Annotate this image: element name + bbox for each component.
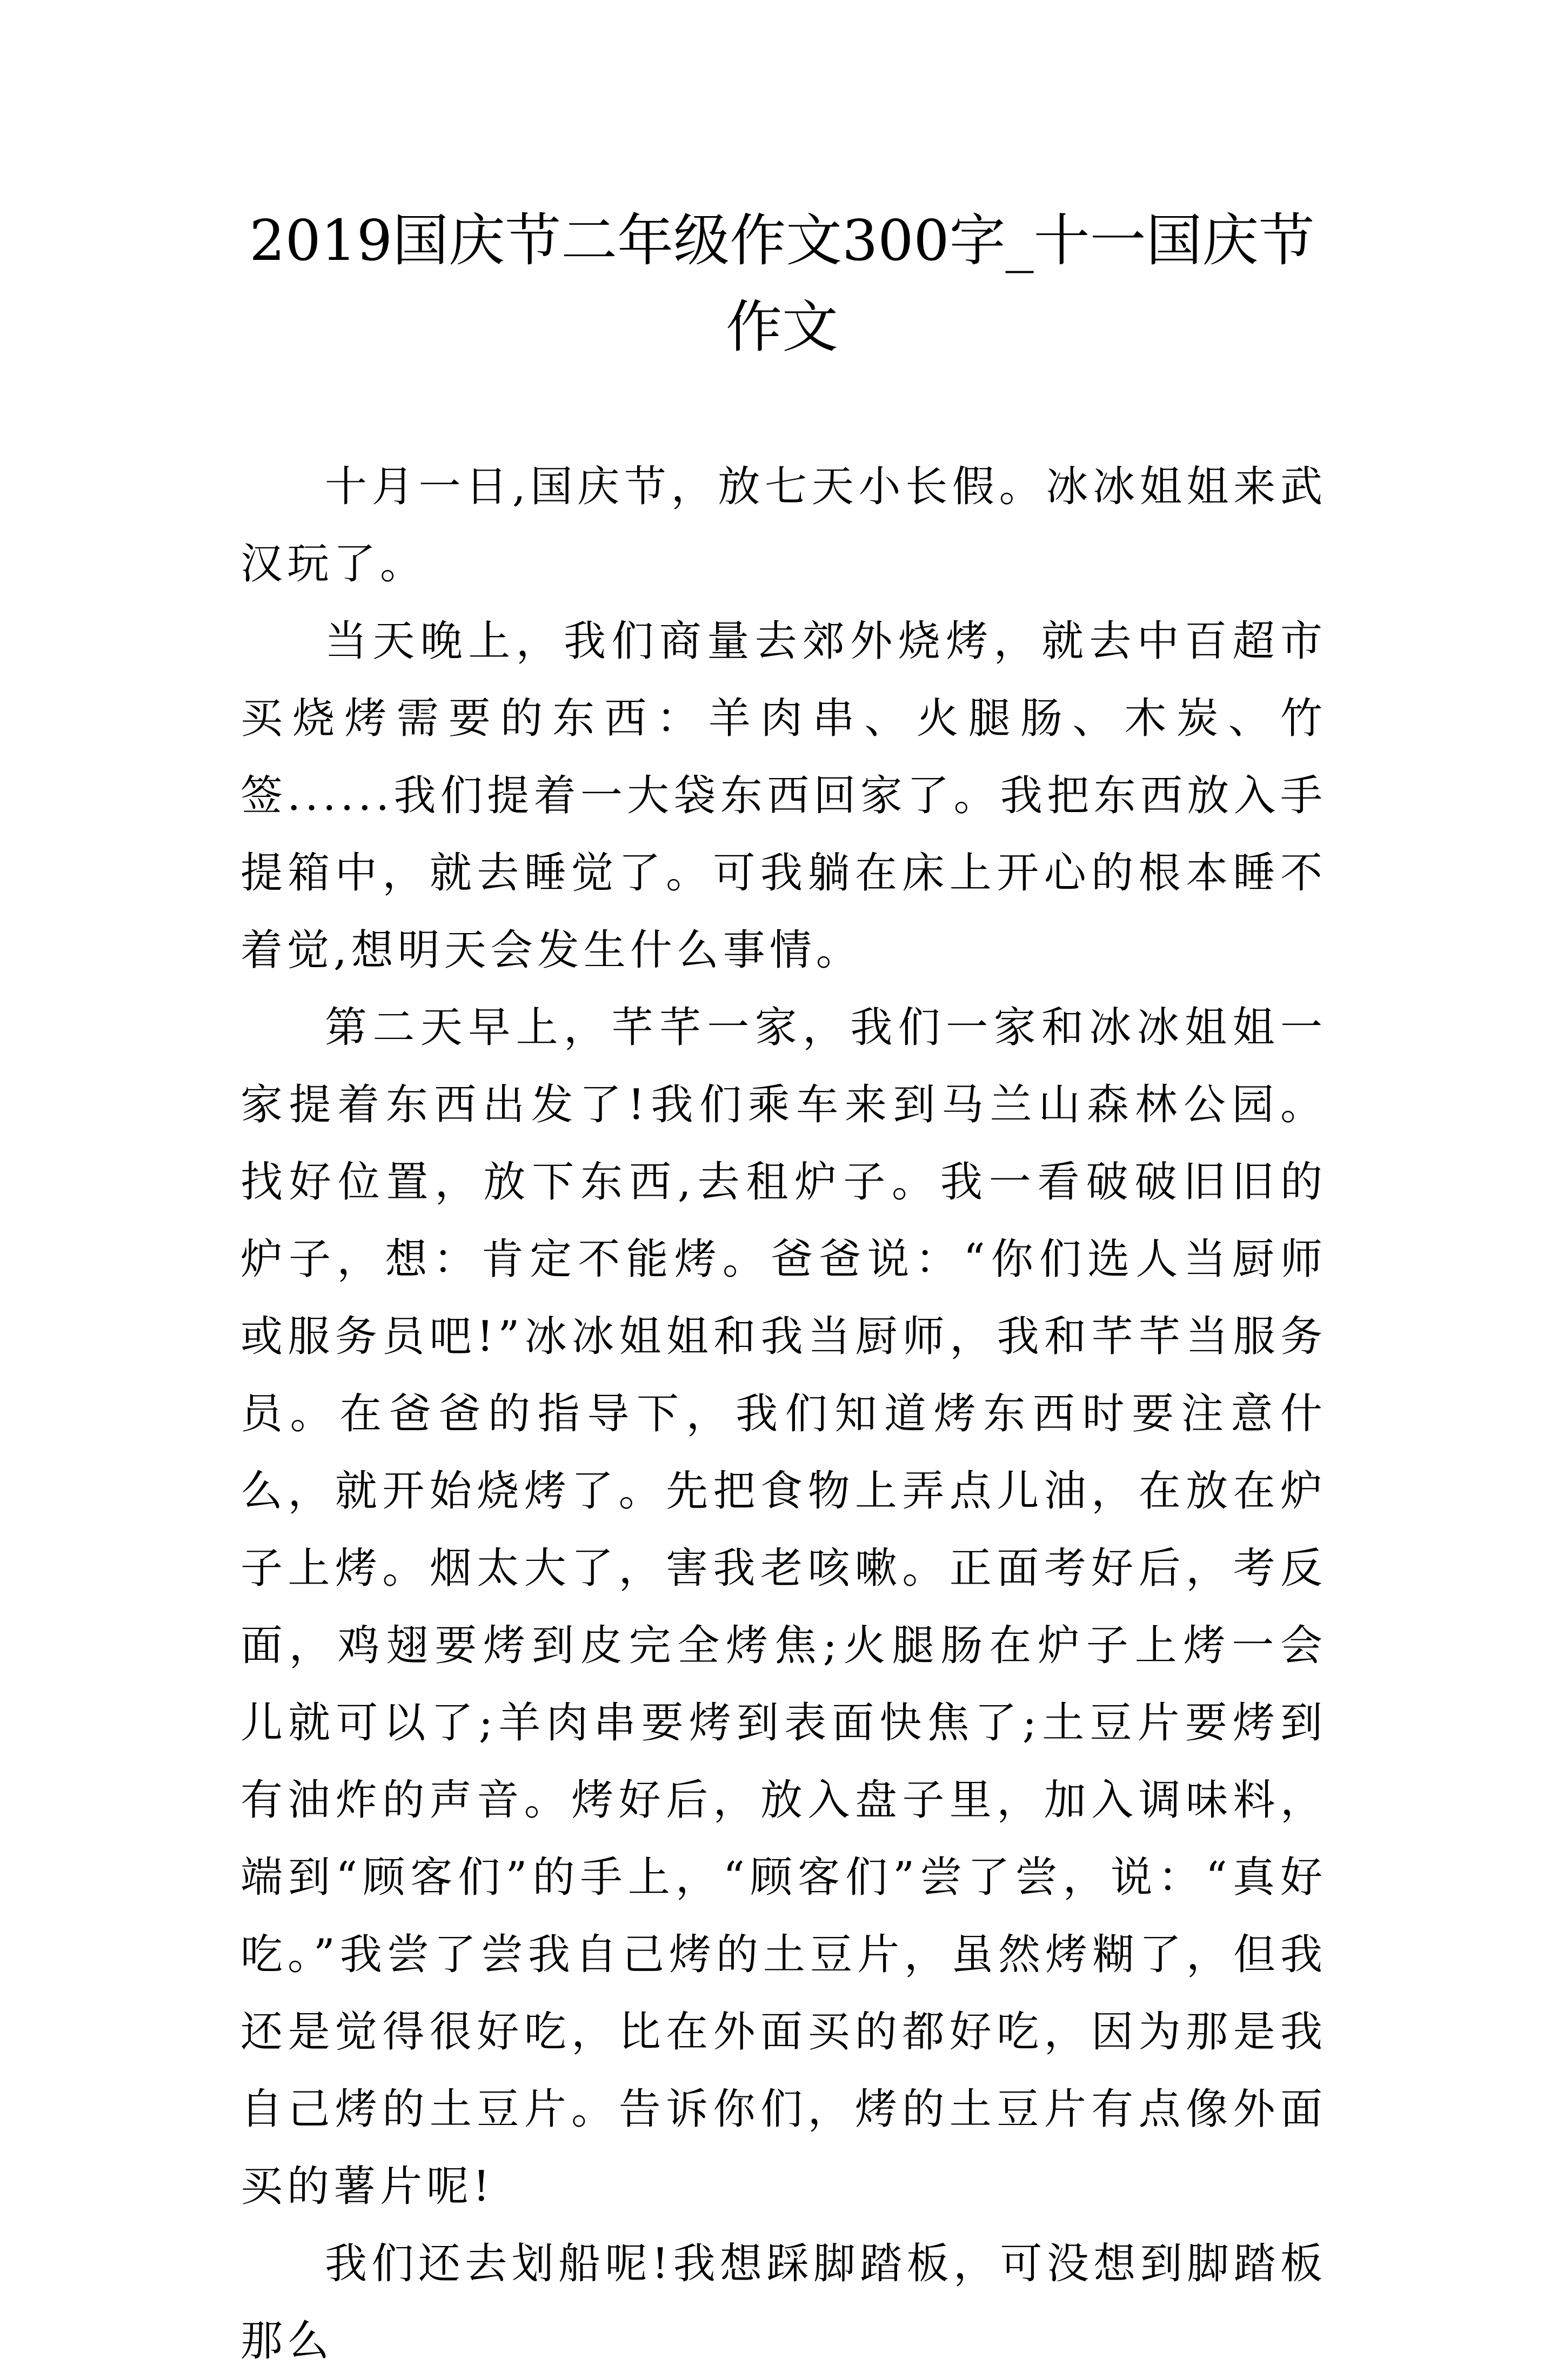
document-body [240, 448, 1327, 2380]
paragraph-1: 十月一日,国庆节，放七天小长假。冰冰姐姐来武汉玩了。 [240, 462, 1327, 588]
paragraph-3: 第二天早上，芊芊一家，我们一家和冰冰姐姐一家提着东西出发了!我们乘车来到马兰山森林公园。找好位置，放下东西,去租炉子。我一看破破旧旧的炉子，想：肯定不能烤。爸爸说：“你们选人当厨师或服务员吧!”冰冰姐姐和我当厨师，我和芊芊当服务员。在爸爸的指导下，我们知道烤东西时要注意什么，就开始烧烤了。先把食物上弄点儿油，在放在炉子上烤。烟太大了，害我老咳嗽。正面考好后，考反面，鸡翅要烤到皮完全烤焦;火腿肠在炉子上烤一会儿就可以了;羊肉串要烤到表面快焦了;土豆片要烤到有油炸的声音。烤好后，放入盘子里，加入调味料，端到“顾客们”的手上，“顾客们”尝了尝，说：“真好吃。”我尝了尝我自己烤的土豆片，虽然烤糊了，但我还是觉得很好吃，比在外面买的都好吃，因为那是我自己烤的土豆片。告诉你们，烤的土豆片有点像外面买的薯片呢! [240, 1003, 1327, 2211]
paragraph-2: 当天晚上，我们商量去郊外烧烤，就去中百超市买烧烤需要的东西：羊肉串、火腿肠、木炭、竹签......我们提着一大袋东西回家了。我把东西放入手提箱中，就去睡觉了。可我躺在床上开心的根本睡不着觉,想明天会发生什么事情。 [240, 617, 1327, 975]
paragraph-4: 我们还去划船呢!我想踩脚踏板，可没想到脚踏板那么 [240, 2240, 1327, 2365]
document-title: 2019国庆节二年级作文300字_十一国庆节作文 [249, 207, 1315, 360]
